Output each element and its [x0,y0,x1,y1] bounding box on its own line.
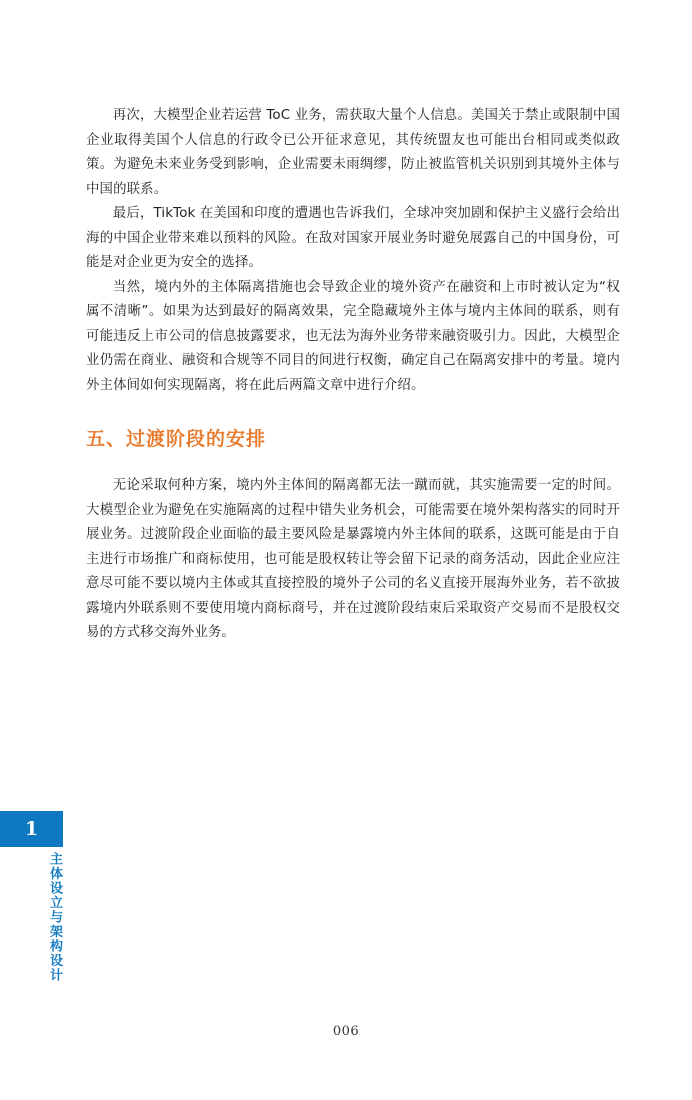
section-heading: 五、过渡阶段的安排 [86,428,267,450]
body-text-section [86,474,620,646]
paragraph-transition-stage: 无论采取何种方案，境内外主体间的隔离都无法一蹴而就，其实施需要一定的时间。大模型企业为避免在实施隔离的过程中错失业务机会，可能需要在境外架构落实的同时开展业务。过渡阶段企业面临的最主要风险是暴露境内外主体间的联系，这既可能是由于自主进行市场推广和商标使用，也可能是股权转让等会留下记录的商务活动，因此企业应注意尽可能不要以境内主体或其直接控股的境外子公司的名义直接开展海外业务，若不欲披露境内外联系则不要使用境内商标商号，并在过渡阶段结束后采取资产交易而不是股权交易的方式移交海外业务。 [86,478,620,640]
page-number: 006 [332,1024,360,1039]
paragraph-isolation-tradeoff: 当然，境内外的主体隔离措施也会导致企业的境外资产在融资和上市时被认定为“权属不清晰”。如果为达到最好的隔离效果，完全隐藏境外主体与境内主体间的联系，则有可能违反上市公司的信息披露要求，也无法为海外业务带来融资吸引力。因此，大模型企业仍需在商业、融资和合规等不同目的间进行权衡，确定自己在隔离安排中的考量。境内外主体间如何实现隔离，将在此后两篇文章中进行介绍。 [86,279,620,393]
paragraph-tiktok-personal-info: 再次，大模型企业若运营 ToC 业务，需获取大量个人信息。美国关于禁止或限制中国企业取得美国个人信息的行政令已公开征求意见，其传统盟友也可能出台相同或类似政策。为避免未来业务受到影响，企业需要未雨绸缪，防止被监管机关识别到其境外主体与中国的联系。 [86,108,620,197]
chapter-tab: 1 [0,811,63,847]
chapter-title-vertical: 主体设立与架构设计 [47,852,62,983]
body-text-top [86,104,620,398]
paragraph-tiktok-experience: 最后，TikTok 在美国和印度的遭遇也告诉我们，全球冲突加剧和保护主义盛行会给出海的中国企业带来难以预料的风险。在敌对国家开展业务时避免展露自己的中国身份，可能是对企业更为安全的选择。 [86,206,620,270]
